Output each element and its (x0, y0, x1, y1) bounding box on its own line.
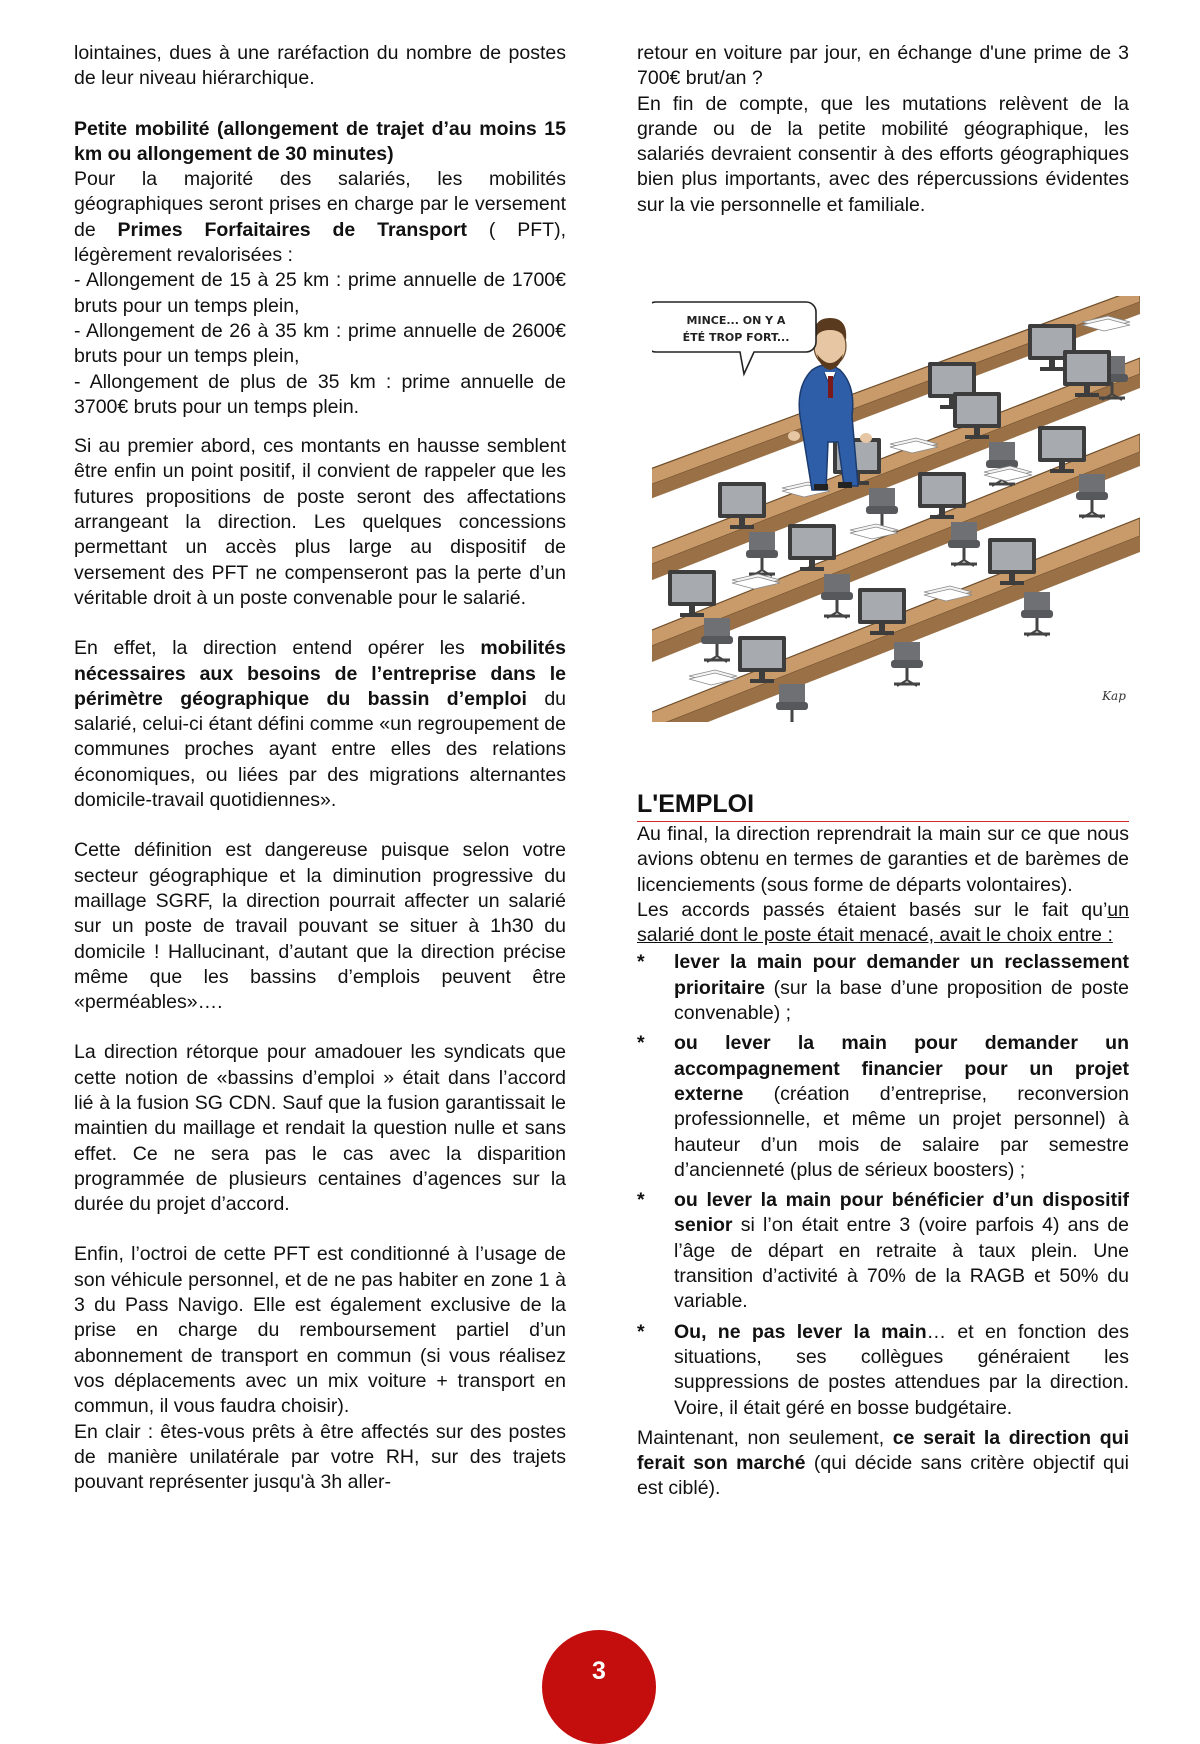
chair (948, 522, 980, 566)
chair (821, 574, 853, 618)
paragraph-5: Cette définition est dangereuse puisque selon votre secteur géographique et la diminution progressive du maillage SGRF, la direction pourrait affecter un salarié sur un poste de travail pouvant se situer à 1h30 du domicile ! Hallucinant, d’autant que la direction précise même que les bassins d’emplois peuvent être «perméables»…. (74, 839, 566, 1014)
bullet-star: * (637, 1032, 645, 1055)
prime-list-item: - Allongement de 26 à 35 km : prime annuelle de 2600€ bruts pour un temps plein, (74, 319, 566, 368)
bullet-star: * (637, 951, 645, 974)
final-paragraph: Maintenant, non seulement, ce serait la direction qui ferait son marché (qui décide sans critère objectif qui est ciblé). (637, 1426, 1129, 1500)
emploi-paragraph-2: Les accords passés étaient basés sur le fait qu’un salarié dont le poste était menacé, avait le choix entre : (637, 898, 1129, 947)
pft-bold: Primes Forfaitaires de Transport (117, 218, 468, 241)
chair (701, 618, 733, 662)
page-number-badge (542, 1630, 656, 1744)
petite-mobilite-heading: Petite mobilité (allongement de trajet d’au moins 15 km ou allongement de 30 minutes) (74, 117, 566, 165)
speech-bubble (652, 302, 816, 374)
chair (1076, 474, 1108, 518)
paragraph-1: lointaines, dues à une raréfaction du nombre de postes de leur niveau hiérarchique. (74, 42, 566, 90)
paragraph-3: Si au premier abord, ces montants en hausse semblent être enfin un point positif, il convient de rappeler que les futures propositions de poste seront des affectations arrangeant la direction. Les quelques concessions permettant un accès plus large au dispositif de versement des PFT ne compenseront pas la perte d’un véritable droit à un poste convenable pour le salarié. (74, 435, 566, 609)
paragraph-fin-de-compte: En fin de compte, que les mutations relèvent de la grande ou de la petite mobilité géographique, les salariés devraient consentir à des efforts géographiques bien plus importants, avec des répercussions évidentes sur la vie personnelle et familiale. (637, 92, 1129, 216)
paragraph-pft: Pour la majorité des salariés, les mobilités géographiques seront prises en charge par le versement de Primes Forfaitaires de Transport ( PFT), légèrement revalorisées : (74, 168, 566, 267)
page-number: 3 (592, 1657, 606, 1685)
list-item: * Ou, ne pas lever la main… et en fonction des situations, ses collègues généraient les suppressions de postes attendues par la direction. Voire, il était géré en bosse budgétaire. (637, 1320, 1129, 1419)
emploi-section (637, 788, 1129, 1502)
bullet-star: * (637, 1189, 645, 1212)
chair (776, 684, 808, 722)
chair (1021, 592, 1053, 636)
prime-list-item: - Allongement de 15 à 25 km : prime annuelle de 1700€ bruts pour un temps plein, (74, 269, 566, 317)
list-item: * lever la main pour demander un reclassement prioritaire (sur la base d’une proposition de poste convenable) ; (637, 951, 1129, 1025)
office-cartoon (652, 296, 1140, 722)
choices-list (637, 950, 1129, 1420)
right-column-top (637, 41, 1129, 218)
paragraph-8: En clair : êtes-vous prêts à être affectés sur des postes de manière unilatérale par votre RH, sur des trajets pouvant représenter jusqu'à 3h aller- (74, 1420, 566, 1494)
emploi-title: L'EMPLOI (637, 788, 1129, 822)
bassin-bold: mobilités nécessaires aux besoins de l’entreprise dans le périmètre géographique du bassin d’emploi (74, 637, 566, 710)
bullet-star: * (637, 1320, 645, 1343)
cartoon-signature: Kap (1102, 689, 1126, 703)
bubble-line-1: MINCE... ON Y A (686, 314, 786, 327)
list-item: * ou lever la main pour bénéficier d’un dispositif senior si l’on était entre 3 (voire parfois 4) ans de l’âge de départ en retraite à taux plein. Une transition d’activité à 70% de la RAGB et 50% du variable. (637, 1189, 1129, 1313)
underlined-choice: un salarié dont le poste était menacé, avait le choix entre : (637, 898, 1129, 947)
prime-list-item: - Allongement de plus de 35 km : prime annuelle de 3700€ bruts pour un temps plein. (74, 370, 566, 418)
chair (746, 532, 778, 576)
paragraph-retour: retour en voiture par jour, en échange d'une prime de 3 700€ brut/an ? (637, 42, 1129, 90)
left-column (74, 41, 566, 1495)
chair (891, 642, 923, 686)
paragraph-4: En effet, la direction entend opérer les mobilités nécessaires aux besoins de l’entreprise dans le périmètre géographique du bassin d’emploi du salarié, celui-ci étant défini comme «un regroupement de communes proches ayant entre elles des relations économiques, ou liées par des migrations alternantes domicile-travail quotidiennes». (74, 637, 567, 812)
paragraph-7: Enfin, l’octroi de cette PFT est conditionné à l’usage de son véhicule personnel, et de ne pas habiter en zone 1 à 3 du Pass Navigo. Elle est également exclusive de la prise en charge du remboursement partiel d’un abonnement de transport en commun (si vous réalisez vos déplacements avec un mix voiture + transport en commun, il vous faudra choisir). (74, 1243, 566, 1418)
list-item: * ou lever la main pour demander un accompagnement financier pour un projet externe (création d’entreprise, reconversion professionnelle, et même un projet personnel) à hauteur d’un mois de salaire par semestre d’ancienneté (plus de sérieux boosters) ; (637, 1032, 1129, 1181)
paper-stack (984, 466, 1032, 481)
bubble-line-2: ÉTÉ TROP FORT... (682, 331, 790, 344)
paragraph-6: La direction rétorque pour amadouer les syndicats que cette notion de «bassins d’emploi » était dans l’accord lié à la fusion SG CDN. Sauf que la fusion garantissait le maintien du maillage et rendait la question nulle et sans effet. Ce ne sera pas le cas avec la disparition programmée de plusieurs centaines d’agences sur la durée du projet d’accord. (74, 1041, 566, 1216)
emploi-paragraph-1: Au final, la direction reprendrait la main sur ce que nous avions obtenu en termes de garanties et de barèmes de licenciements (sous forme de départs volontaires). (637, 823, 1129, 896)
